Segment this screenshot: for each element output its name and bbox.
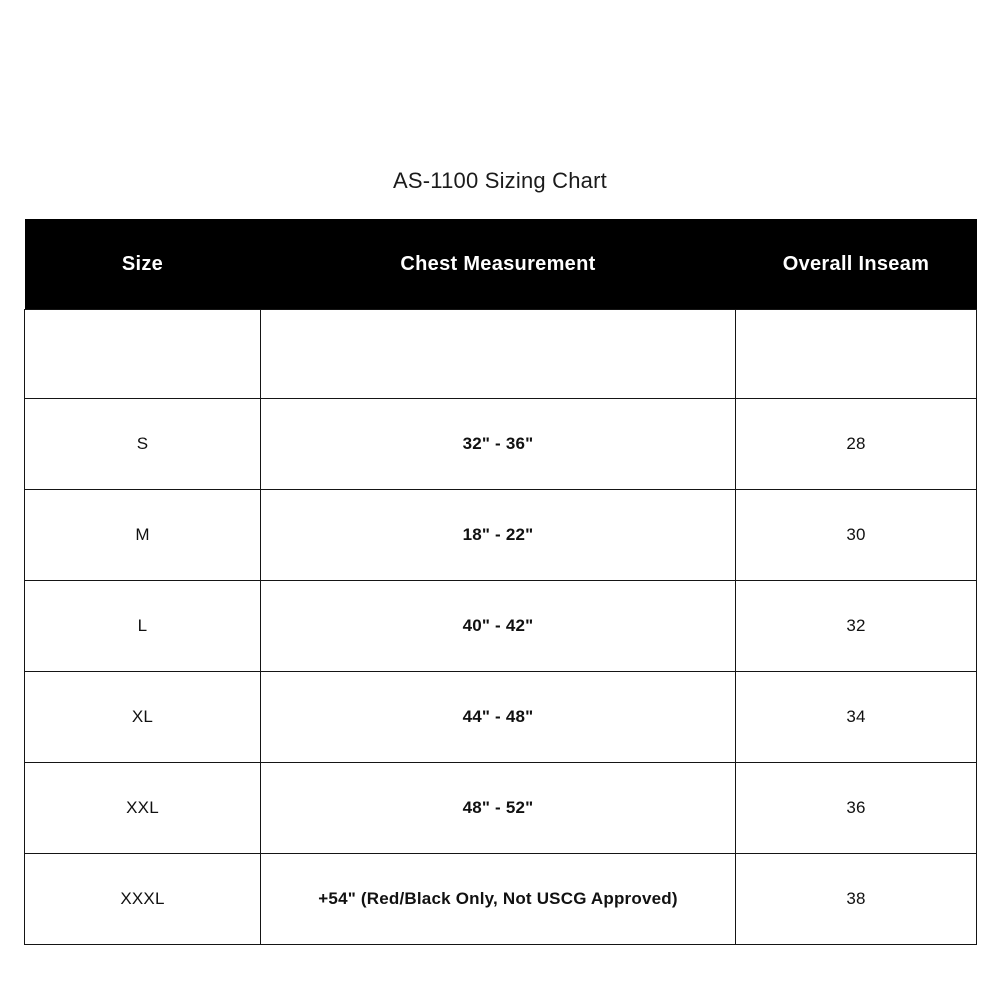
cell-size: L (25, 581, 261, 672)
cell-chest: 18" - 22" (261, 490, 736, 581)
table-row (25, 763, 977, 854)
table-row (25, 490, 977, 581)
cell-inseam: 38 (736, 854, 977, 945)
cell-chest: 44" - 48" (261, 672, 736, 763)
table-row (25, 672, 977, 763)
accent-divider-cell-2 (261, 310, 736, 399)
cell-chest: 40" - 42" (261, 581, 736, 672)
cell-chest: +54" (Red/Black Only, Not USCG Approved) (261, 854, 736, 945)
table-body (25, 310, 977, 945)
table-header-row (25, 219, 977, 310)
table-row (25, 854, 977, 945)
accent-divider-cell-1 (25, 310, 261, 399)
page-title: AS-1100 Sizing Chart (393, 168, 607, 193)
sizing-table (24, 219, 977, 945)
cell-chest: 32" - 36" (261, 399, 736, 490)
accent-divider-cell-3 (736, 310, 977, 399)
sizing-table-container (24, 219, 976, 945)
cell-inseam: 34 (736, 672, 977, 763)
cell-size: XL (25, 672, 261, 763)
column-header-chest: Chest Measurement (261, 219, 736, 310)
cell-size: M (25, 490, 261, 581)
cell-inseam: 28 (736, 399, 977, 490)
cell-inseam: 32 (736, 581, 977, 672)
table-row (25, 581, 977, 672)
cell-chest: 48" - 52" (261, 763, 736, 854)
column-header-inseam: Overall Inseam (736, 219, 977, 310)
cell-size: XXL (25, 763, 261, 854)
table-header (25, 219, 977, 310)
column-header-size: Size (25, 219, 261, 310)
table-row (25, 399, 977, 490)
cell-inseam: 36 (736, 763, 977, 854)
cell-size: S (25, 399, 261, 490)
accent-divider (25, 310, 977, 399)
cell-inseam: 30 (736, 490, 977, 581)
cell-size: XXXL (25, 854, 261, 945)
